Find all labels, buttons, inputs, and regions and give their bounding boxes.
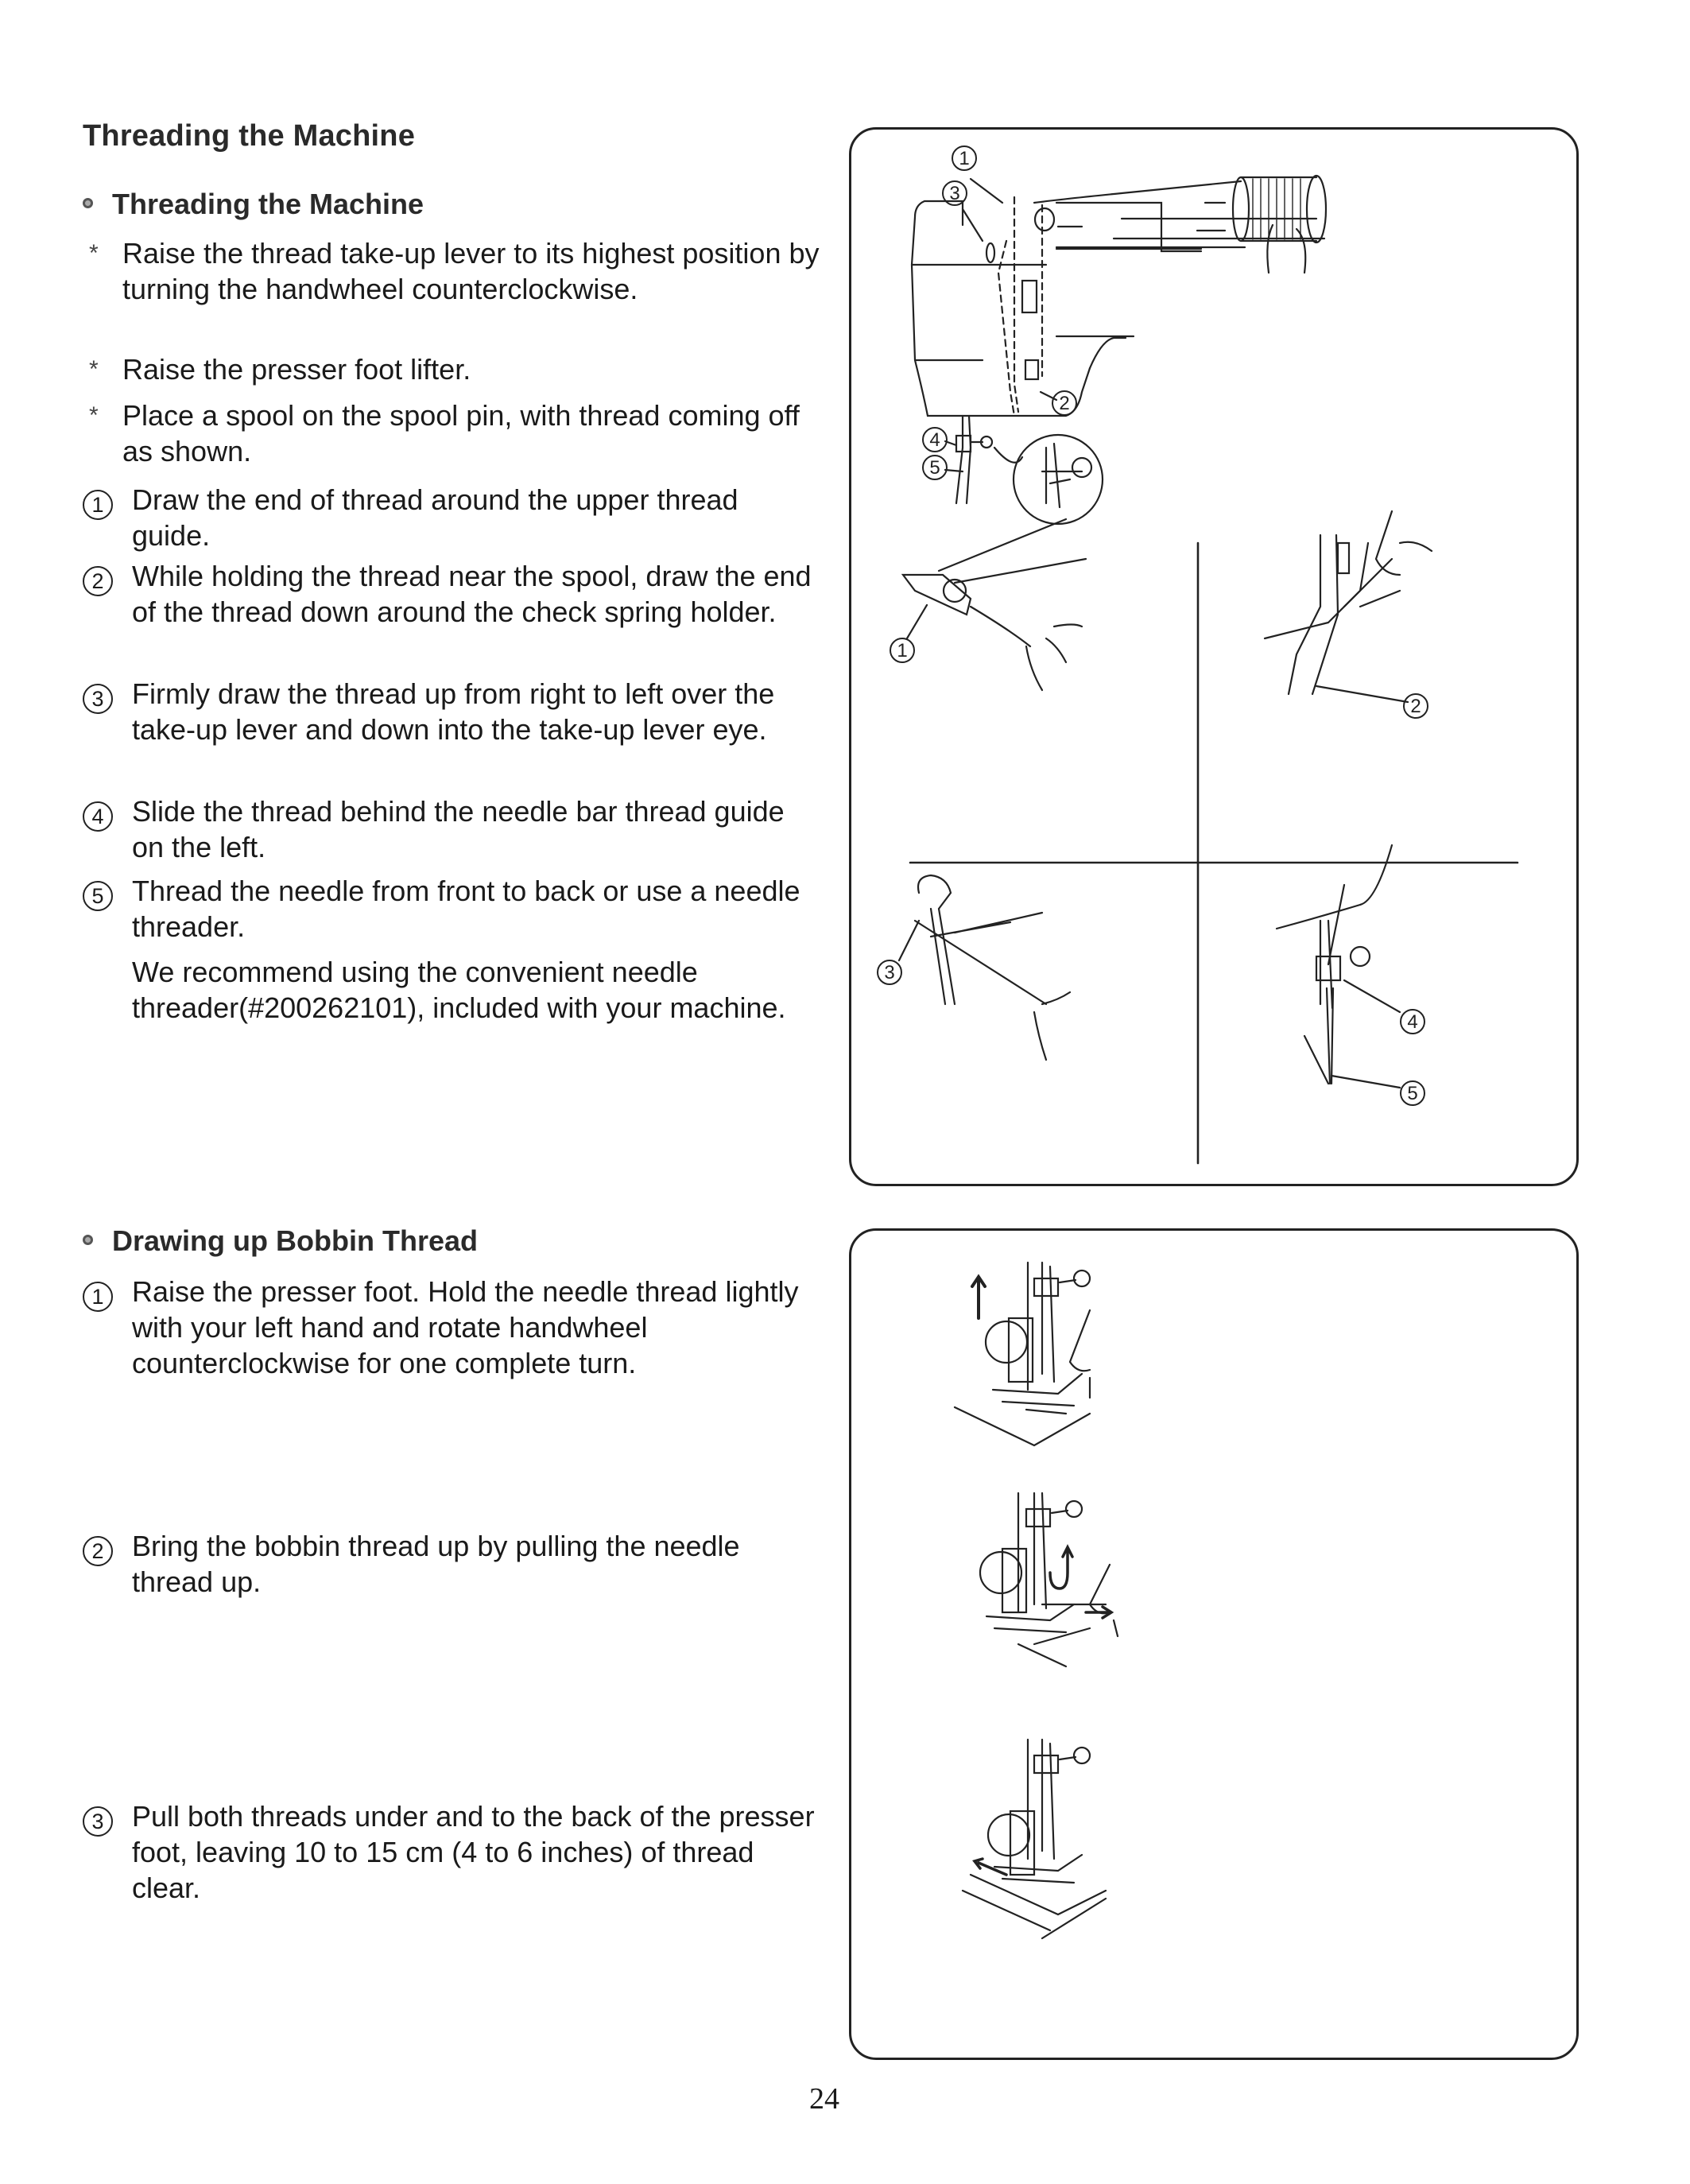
arrow-u-turn-icon	[1050, 1547, 1072, 1589]
threading-step	[83, 873, 822, 945]
step-number-badge: 5	[83, 881, 113, 911]
callout-4-label: 4	[929, 429, 940, 451]
spool-body	[1241, 177, 1316, 241]
step-text: Firmly draw the thread up from right to left over the take-up lever and down into the take-up lever eye.	[132, 677, 775, 746]
detail-5-callout-label: 5	[1407, 1083, 1418, 1104]
detail-4-leader	[1344, 980, 1400, 1012]
upper-thread-guide	[1035, 208, 1054, 231]
spool-windings	[1253, 179, 1300, 239]
detail-4-callout-label: 4	[1407, 1011, 1418, 1033]
machine-arm-top	[1056, 203, 1245, 336]
step-number-badge: 1	[83, 490, 113, 520]
step-text: Draw the end of thread around the upper thread guide.	[132, 483, 738, 552]
bobbin-step	[83, 1528, 822, 1600]
threading-figure-panel	[849, 127, 1579, 1186]
bobbin-step-3-figure	[963, 1740, 1106, 1938]
needle-threader-note: We recommend using the convenient needle threader(#200262101), included with your machine.	[132, 956, 786, 1024]
bobbin-step	[83, 1274, 822, 1381]
prep-item-text: Raise the thread take-up lever to its highest position by turning the handwheel counterclockwise.	[122, 237, 820, 305]
detail-5-leader	[1331, 1076, 1400, 1088]
threading-step	[83, 558, 822, 630]
asterisk-icon: *	[89, 402, 99, 429]
detail-4-needle	[1304, 988, 1333, 1084]
prep-item	[83, 398, 822, 469]
arrow-up-icon	[972, 1277, 985, 1318]
detail-2-bar	[1289, 535, 1368, 694]
take-up-lever	[1025, 360, 1038, 379]
bobbin-figure-panel	[849, 1228, 1579, 2060]
page-number: 24	[809, 2082, 839, 2116]
detail-1-callout-label: 1	[897, 640, 908, 661]
arrow-right-icon	[1086, 1607, 1111, 1618]
detail-3-lever	[918, 875, 955, 1004]
detail-1-leader	[907, 605, 927, 638]
callout-1-leader	[971, 179, 1002, 203]
step-number-badge: 2	[83, 1536, 113, 1566]
detail-3-thread	[915, 913, 1046, 1004]
hand-2	[1090, 1565, 1118, 1636]
take-up-lever-eye	[986, 243, 994, 262]
callout-1-label: 1	[959, 148, 970, 169]
bullet-icon	[83, 198, 93, 208]
step-number-badge: 3	[83, 1806, 113, 1837]
callout-3-leader	[963, 209, 983, 241]
prep-item-text: Place a spool on the spool pin, with thread coming off as shown.	[122, 399, 800, 467]
detail-2-callout-label: 2	[1410, 696, 1421, 717]
bobbin-step	[83, 1798, 822, 1906]
check-spring-holder	[1022, 281, 1037, 312]
threading-heading-text: Threading the Machine	[112, 188, 424, 220]
detail-1-hand	[1026, 625, 1082, 691]
needle-bar	[956, 416, 971, 503]
page-title: Threading the Machine	[83, 119, 416, 153]
step-text: Bring the bobbin thread up by pulling the needle thread up.	[132, 1530, 740, 1598]
asterisk-icon: *	[89, 240, 99, 266]
detail-4-machine-edge	[1277, 845, 1392, 929]
threading-step	[83, 482, 822, 553]
step-number-badge: 3	[83, 684, 113, 714]
step-number-badge: 4	[83, 801, 113, 832]
callout-5-label: 5	[929, 457, 940, 479]
threading-step	[83, 793, 822, 865]
step-number-badge: 1	[83, 1282, 113, 1312]
hand-spool	[1267, 225, 1305, 273]
thread-path	[998, 197, 1042, 416]
bobbin-step-1-figure	[955, 1263, 1090, 1445]
spool-end-right	[1307, 176, 1326, 242]
asterisk-icon: *	[89, 356, 99, 382]
prep-item	[83, 351, 822, 387]
hand-1	[1070, 1310, 1090, 1398]
machine-arm-curve	[1090, 338, 1126, 368]
detail-3-leader	[899, 921, 919, 960]
threading-section-heading	[83, 188, 424, 221]
bobbin-step-2-figure	[980, 1493, 1118, 1666]
step-text: Slide the thread behind the needle bar thread guide on the left.	[132, 795, 785, 863]
detail-3-hand	[1034, 992, 1070, 1060]
step-text: Thread the needle from front to back or use a needle threader.	[132, 875, 800, 943]
bullet-icon	[83, 1235, 93, 1245]
step-text: Pull both threads under and to the back of the presser foot, leaving 10 to 15 cm (4 to 6 inches) of thread clear.	[132, 1800, 815, 1904]
detail-2-leader	[1316, 686, 1408, 702]
spool-thread-line	[1034, 181, 1241, 203]
callout-3-label: 3	[949, 183, 960, 204]
spool-end-left	[1233, 177, 1249, 241]
bobbin-illustration	[851, 1231, 1576, 2058]
bobbin-section-heading	[83, 1224, 478, 1258]
detail-1-thread	[939, 519, 1086, 646]
prep-item-text: Raise the presser foot lifter.	[122, 353, 471, 386]
bobbin-heading-text: Drawing up Bobbin Thread	[112, 1224, 478, 1257]
threading-illustration	[851, 130, 1576, 1184]
step-number-badge: 2	[83, 566, 113, 596]
threading-step	[83, 676, 822, 747]
callout-2-label: 2	[1059, 393, 1070, 414]
step-text: Raise the presser foot. Hold the needle thread lightly with your left hand and rotate handwheel counterclockwise for one complete turn.	[132, 1275, 799, 1379]
detail-3-callout-label: 3	[884, 962, 895, 983]
prep-item	[83, 235, 822, 307]
detail-2-thread	[1265, 559, 1400, 638]
machine-head-outline	[912, 201, 1090, 416]
step-text: While holding the thread near the spool, draw the end of the thread down around the check spring holder.	[132, 560, 812, 628]
